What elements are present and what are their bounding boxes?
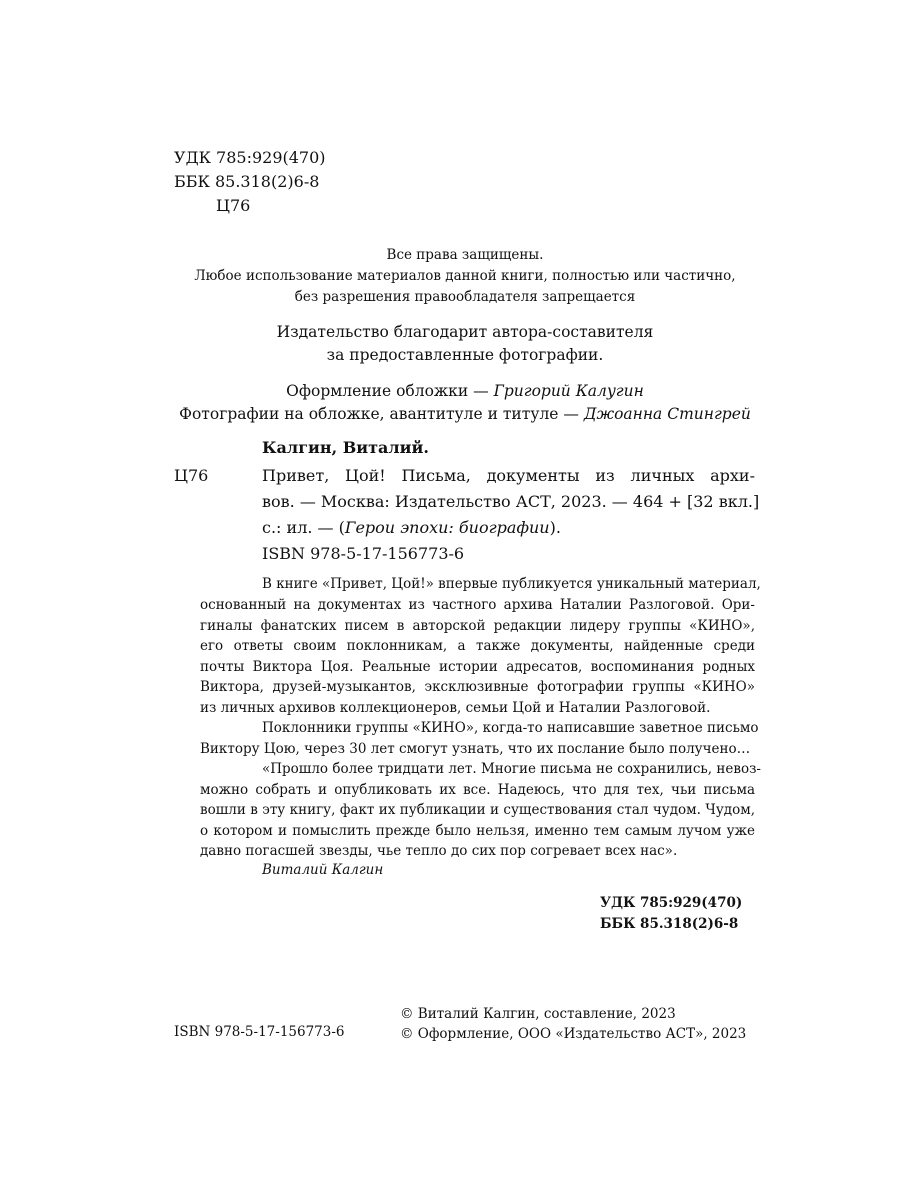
record-code: Ц76	[174, 466, 209, 485]
annotation-line: Поклонники группы «КИНО», когда-то написавшие заветное письмо	[262, 720, 759, 736]
bbk-right: ББК 85.318(2)6-8	[600, 916, 739, 932]
annotation-line: Виктора, друзей-музыкантов, эксклюзивные фотографии группы «КИНО»	[200, 679, 755, 695]
record-title-line-2: вов. — Москва: Издательство АСТ, 2023. — 464 + [32 вкл.]	[262, 492, 760, 511]
udk-right: УДК 785:929(470)	[600, 895, 743, 911]
record-title-post: ).	[549, 518, 561, 537]
annotation-line: можно собрать и опубликовать их все. Надеюсь, что для тех, чьи письма	[200, 782, 755, 798]
rights-line-1: Все права защищены.	[386, 247, 544, 263]
photo-credit-label: Фотографии на обложке, авантитуле и титуле —	[179, 405, 584, 423]
copyright-line-2: © Оформление, ООО «Издательство АСТ», 2023	[400, 1026, 747, 1042]
record-isbn: ISBN 978-5-17-156773-6	[262, 544, 465, 563]
udk-code: УДК 785:929(470)	[174, 148, 326, 167]
record-series: Герои эпохи: биографии	[344, 518, 550, 537]
annotation-line: Виктору Цою, через 30 лет смогут узнать, что их послание было получено…	[200, 741, 751, 757]
annotation-line: В книге «Привет, Цой!» впервые публикуется уникальный материал,	[262, 576, 761, 592]
annotation-line: вошли в эту книгу, факт их публикации и существования стал чудом. Чудом,	[200, 802, 755, 818]
annotation-line: давно погасшей звезды, чье тепло до сих пор согревает всех нас».	[200, 843, 678, 859]
thanks-line-1: Издательство благодарит автора-составителя	[276, 323, 654, 341]
record-title-line-3	[262, 516, 755, 540]
annotation-line: о котором и помыслить прежде было нельзя, именно тем самым лучом уже	[200, 823, 755, 839]
record-author: Калгин, Виталий.	[262, 438, 429, 457]
record-title-pre: с.: ил. — (	[262, 518, 345, 537]
rights-line-2: Любое использование материалов данной книги, полностью или частично,	[194, 268, 736, 284]
annotation-line: его ответы своим поклонникам, а также документы, найденные среди	[200, 638, 755, 654]
cover-credit	[120, 379, 810, 403]
annotation-line: из личных архивов коллекционеров, семьи Цой и Наталии Разлоговой.	[200, 700, 711, 716]
photo-credit	[120, 402, 810, 426]
author-mark: Ц76	[216, 196, 251, 215]
copyright-line-1: © Виталий Калгин, составление, 2023	[400, 1006, 676, 1022]
bottom-isbn: ISBN 978-5-17-156773-6	[174, 1024, 345, 1040]
cover-credit-label: Оформление обложки —	[286, 382, 494, 400]
bbk-code: ББК 85.318(2)6-8	[174, 172, 320, 191]
record-title-line-1: Привет, Цой! Письма, документы из личных архи-	[262, 466, 755, 485]
annotation-line: почты Виктора Цоя. Реальные истории адресатов, воспоминания родных	[200, 659, 755, 675]
thanks-line-2: за предоставленные фотографии.	[326, 346, 604, 364]
annotation-line: основанный на документах из частного архива Наталии Разлоговой. Ори-	[200, 597, 755, 613]
photo-credit-name: Джоанна Стингрей	[583, 405, 751, 423]
cover-credit-name: Григорий Калугин	[493, 382, 644, 400]
rights-line-3: без разрешения правообладателя запрещается	[294, 289, 636, 305]
annotation-signature: Виталий Калгин	[262, 862, 384, 878]
annotation-line: «Прошло более тридцати лет. Многие письма не сохранились, невоз-	[262, 761, 761, 777]
annotation-line: гиналы фанатских писем в авторской редакции лидеру группы «КИНО»,	[200, 618, 755, 634]
